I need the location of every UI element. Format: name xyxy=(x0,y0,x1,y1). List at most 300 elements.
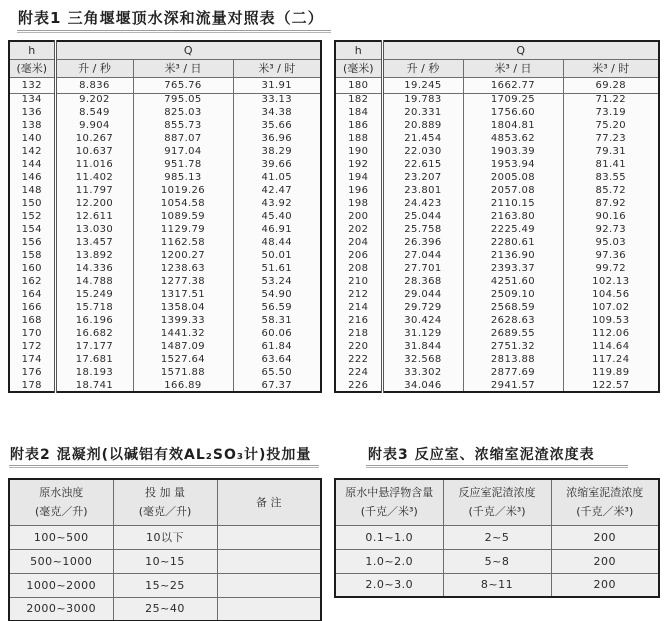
remark-cell xyxy=(217,549,321,573)
table-row xyxy=(335,236,659,249)
flow-m3d-cell: 1662.77 xyxy=(463,77,563,93)
h-cell: 200 xyxy=(335,210,382,223)
flow-ls-cell: 8.549 xyxy=(55,106,133,119)
weir-flow-table-right xyxy=(334,40,660,393)
table-row xyxy=(335,158,659,171)
header-label: 原水中悬浮物含量 xyxy=(345,486,434,500)
flow-ls-cell: 13.892 xyxy=(55,249,133,262)
h-cell: 196 xyxy=(335,184,382,197)
dosing-header-cell xyxy=(113,479,217,525)
flow-m3h-cell: 39.66 xyxy=(233,158,321,171)
table-row xyxy=(9,262,321,275)
weir-left-header xyxy=(9,41,321,77)
flow-m3h-cell: 61.84 xyxy=(233,340,321,353)
flow-ls-cell: 14.788 xyxy=(55,275,133,288)
flow-m3h-cell: 104.56 xyxy=(563,288,659,301)
table-row xyxy=(9,210,321,223)
flow-ls-cell: 31.844 xyxy=(382,340,463,353)
flow-m3d-cell: 1238.63 xyxy=(133,262,233,275)
reaction-chamber-cell: 2~5 xyxy=(443,525,551,549)
flow-ls-cell: 22.615 xyxy=(382,158,463,171)
flow-m3d-cell: 1129.79 xyxy=(133,223,233,236)
table-row xyxy=(9,573,321,597)
flow-m3d-cell: 2005.08 xyxy=(463,171,563,184)
table-row xyxy=(9,366,321,379)
h-cell: 226 xyxy=(335,379,382,392)
turbidity-cell: 500~1000 xyxy=(9,549,113,573)
h-cell: 214 xyxy=(335,301,382,314)
flow-m3h-cell: 97.36 xyxy=(563,249,659,262)
flow-m3d-cell: 1527.64 xyxy=(133,353,233,366)
flow-ls-cell: 20.889 xyxy=(382,119,463,132)
flow-m3h-cell: 75.20 xyxy=(563,119,659,132)
sludge-header-cell xyxy=(551,479,659,525)
h-cell: 178 xyxy=(9,379,55,392)
table-row xyxy=(9,184,321,197)
table-row xyxy=(9,119,321,132)
flow-m3h-cell: 41.05 xyxy=(233,171,321,184)
flow-ls-cell: 29.044 xyxy=(382,288,463,301)
table-row xyxy=(335,197,659,210)
flow-m3h-cell: 122.57 xyxy=(563,379,659,392)
h-header: h xyxy=(335,41,382,59)
flow-m3h-cell: 92.73 xyxy=(563,223,659,236)
h-cell: 220 xyxy=(335,340,382,353)
flow-m3d-cell: 1019.26 xyxy=(133,184,233,197)
flow-ls-cell: 18.193 xyxy=(55,366,133,379)
header-unit: (千克／米³) xyxy=(576,505,634,519)
table-row xyxy=(335,301,659,314)
flow-ls-cell: 9.202 xyxy=(55,93,133,106)
h-cell: 160 xyxy=(9,262,55,275)
flow-m3d-cell: 985.13 xyxy=(133,171,233,184)
flow-ls-cell: 34.046 xyxy=(382,379,463,392)
unit-m3d-header: 米³ / 日 xyxy=(133,59,233,77)
reaction-chamber-cell: 5~8 xyxy=(443,549,551,573)
flow-m3d-cell: 1317.51 xyxy=(133,288,233,301)
h-cell: 182 xyxy=(335,93,382,106)
h-cell: 150 xyxy=(9,197,55,210)
weir-flow-table-left xyxy=(8,40,322,393)
table-row xyxy=(335,366,659,379)
flow-m3h-cell: 102.13 xyxy=(563,275,659,288)
h-cell: 148 xyxy=(9,184,55,197)
flow-m3d-cell: 2163.80 xyxy=(463,210,563,223)
table-row xyxy=(9,288,321,301)
flow-m3h-cell: 36.96 xyxy=(233,132,321,145)
h-cell: 136 xyxy=(9,106,55,119)
table-row xyxy=(9,597,321,621)
h-cell: 188 xyxy=(335,132,382,145)
table-row xyxy=(9,145,321,158)
table-row xyxy=(335,288,659,301)
flow-m3d-cell: 2568.59 xyxy=(463,301,563,314)
flow-ls-cell: 30.424 xyxy=(382,314,463,327)
table1-title: 附表1 三角堰堰顶水深和流量对照表（二） xyxy=(18,9,324,27)
table-row xyxy=(335,210,659,223)
table-row xyxy=(9,77,321,93)
h-cell: 164 xyxy=(9,288,55,301)
flow-ls-cell: 16.682 xyxy=(55,327,133,340)
dosage-cell: 15~25 xyxy=(113,573,217,597)
flow-m3h-cell: 51.61 xyxy=(233,262,321,275)
flow-ls-cell: 17.177 xyxy=(55,340,133,353)
flow-m3d-cell: 2225.49 xyxy=(463,223,563,236)
dosage-cell: 25~40 xyxy=(113,597,217,621)
table-row xyxy=(335,145,659,158)
flow-ls-cell: 11.797 xyxy=(55,184,133,197)
flow-ls-cell: 22.030 xyxy=(382,145,463,158)
table-row xyxy=(9,223,321,236)
h-cell: 202 xyxy=(335,223,382,236)
unit-m3h-header: 米³ / 时 xyxy=(563,59,659,77)
header-label: 浓缩室泥渣浓度 xyxy=(566,486,644,500)
table2-title-underline xyxy=(9,465,319,468)
h-cell: 218 xyxy=(335,327,382,340)
flow-m3d-cell: 4853.62 xyxy=(463,132,563,145)
flow-m3d-cell: 4251.60 xyxy=(463,275,563,288)
dosing-header-cell xyxy=(9,479,113,525)
flow-m3h-cell: 46.91 xyxy=(233,223,321,236)
h-cell: 154 xyxy=(9,223,55,236)
h-cell: 172 xyxy=(9,340,55,353)
h-cell: 140 xyxy=(9,132,55,145)
flow-ls-cell: 23.801 xyxy=(382,184,463,197)
h-cell: 146 xyxy=(9,171,55,184)
flow-m3h-cell: 60.06 xyxy=(233,327,321,340)
flow-m3h-cell: 56.59 xyxy=(233,301,321,314)
table-row xyxy=(9,158,321,171)
h-cell: 138 xyxy=(9,119,55,132)
header-unit: (毫克／升) xyxy=(138,505,192,519)
thickening-chamber-cell: 200 xyxy=(551,549,659,573)
flow-m3d-cell: 855.73 xyxy=(133,119,233,132)
flow-ls-cell: 32.568 xyxy=(382,353,463,366)
flow-m3h-cell: 54.90 xyxy=(233,288,321,301)
h-cell: 192 xyxy=(335,158,382,171)
flow-ls-cell: 33.302 xyxy=(382,366,463,379)
table-row xyxy=(335,93,659,106)
flow-m3h-cell: 112.06 xyxy=(563,327,659,340)
remark-cell xyxy=(217,597,321,621)
table-row xyxy=(9,379,321,392)
flow-m3h-cell: 85.72 xyxy=(563,184,659,197)
unit-ls-header: 升 / 秒 xyxy=(382,59,463,77)
flow-m3h-cell: 79.31 xyxy=(563,145,659,158)
flow-m3h-cell: 87.92 xyxy=(563,197,659,210)
h-cell: 134 xyxy=(9,93,55,106)
flow-m3h-cell: 58.31 xyxy=(233,314,321,327)
flow-m3d-cell: 2877.69 xyxy=(463,366,563,379)
table-row xyxy=(335,379,659,392)
header-label: 备 注 xyxy=(256,495,282,509)
table-row xyxy=(335,262,659,275)
table-row xyxy=(9,353,321,366)
suspended-solids-cell: 1.0~2.0 xyxy=(335,549,443,573)
flow-m3d-cell: 2393.37 xyxy=(463,262,563,275)
flow-m3d-cell: 1162.58 xyxy=(133,236,233,249)
flow-ls-cell: 9.904 xyxy=(55,119,133,132)
flow-m3d-cell: 2280.61 xyxy=(463,236,563,249)
h-cell: 142 xyxy=(9,145,55,158)
table-row xyxy=(335,132,659,145)
header-label: 投 加 量 xyxy=(145,486,185,500)
h-cell: 212 xyxy=(335,288,382,301)
h-cell: 224 xyxy=(335,366,382,379)
flow-m3d-cell: 2751.32 xyxy=(463,340,563,353)
dosage-cell: 10~15 xyxy=(113,549,217,573)
unit-m3h-header: 米³ / 时 xyxy=(233,59,321,77)
q-header: Q xyxy=(55,41,321,59)
flow-ls-cell: 18.741 xyxy=(55,379,133,392)
flow-ls-cell: 24.423 xyxy=(382,197,463,210)
flow-m3h-cell: 65.50 xyxy=(233,366,321,379)
flow-ls-cell: 15.718 xyxy=(55,301,133,314)
flow-m3d-cell: 1399.33 xyxy=(133,314,233,327)
flow-m3h-cell: 33.13 xyxy=(233,93,321,106)
flow-m3d-cell: 1277.38 xyxy=(133,275,233,288)
dosing-header-cell xyxy=(217,479,321,525)
flow-m3h-cell: 42.47 xyxy=(233,184,321,197)
flow-ls-cell: 19.783 xyxy=(382,93,463,106)
table-row xyxy=(9,275,321,288)
flow-m3d-cell: 1953.94 xyxy=(463,158,563,171)
flow-m3h-cell: 99.72 xyxy=(563,262,659,275)
flow-m3h-cell: 114.64 xyxy=(563,340,659,353)
flow-m3h-cell: 81.41 xyxy=(563,158,659,171)
h-cell: 206 xyxy=(335,249,382,262)
h-cell: 194 xyxy=(335,171,382,184)
dosage-cell: 10以下 xyxy=(113,525,217,549)
header-unit: (毫克／升) xyxy=(34,505,88,519)
flow-m3d-cell: 2110.15 xyxy=(463,197,563,210)
flow-ls-cell: 14.336 xyxy=(55,262,133,275)
header-label: 原水浊度 xyxy=(39,486,84,500)
table-row xyxy=(9,301,321,314)
table-row xyxy=(9,236,321,249)
table-row xyxy=(335,327,659,340)
sludge-header-cell xyxy=(335,479,443,525)
flow-ls-cell: 20.331 xyxy=(382,106,463,119)
flow-ls-cell: 29.729 xyxy=(382,301,463,314)
table-row xyxy=(9,327,321,340)
h-cell: 210 xyxy=(335,275,382,288)
flow-m3d-cell: 1441.32 xyxy=(133,327,233,340)
table-row xyxy=(9,249,321,262)
h-cell: 174 xyxy=(9,353,55,366)
table-row xyxy=(335,573,659,597)
turbidity-cell: 100~500 xyxy=(9,525,113,549)
h-cell: 170 xyxy=(9,327,55,340)
flow-m3d-cell: 2689.55 xyxy=(463,327,563,340)
turbidity-cell: 2000~3000 xyxy=(9,597,113,621)
flow-m3h-cell: 31.91 xyxy=(233,77,321,93)
h-cell: 208 xyxy=(335,262,382,275)
flow-m3h-cell: 73.19 xyxy=(563,106,659,119)
turbidity-cell: 1000~2000 xyxy=(9,573,113,597)
unit-ls-header: 升 / 秒 xyxy=(55,59,133,77)
reaction-chamber-cell: 8~11 xyxy=(443,573,551,597)
h-unit-header: (毫米) xyxy=(9,59,55,77)
header-label: 反应室泥渣浓度 xyxy=(458,486,536,500)
table-row xyxy=(335,106,659,119)
flow-ls-cell: 12.611 xyxy=(55,210,133,223)
flow-ls-cell: 11.016 xyxy=(55,158,133,171)
table-row xyxy=(335,77,659,93)
h-cell: 156 xyxy=(9,236,55,249)
flow-m3h-cell: 63.64 xyxy=(233,353,321,366)
coagulant-dosing-table xyxy=(8,478,322,621)
table1-title-underline xyxy=(17,30,331,33)
flow-m3d-cell: 795.05 xyxy=(133,93,233,106)
flow-m3h-cell: 48.44 xyxy=(233,236,321,249)
flow-ls-cell: 27.701 xyxy=(382,262,463,275)
flow-m3h-cell: 35.66 xyxy=(233,119,321,132)
flow-ls-cell: 23.207 xyxy=(382,171,463,184)
table-row xyxy=(9,340,321,353)
flow-m3h-cell: 107.02 xyxy=(563,301,659,314)
table-row xyxy=(335,314,659,327)
flow-m3d-cell: 765.76 xyxy=(133,77,233,93)
flow-m3d-cell: 1804.81 xyxy=(463,119,563,132)
flow-m3h-cell: 90.16 xyxy=(563,210,659,223)
remark-cell xyxy=(217,573,321,597)
table-row xyxy=(335,184,659,197)
table-row xyxy=(335,340,659,353)
flow-m3d-cell: 1709.25 xyxy=(463,93,563,106)
flow-m3h-cell: 53.24 xyxy=(233,275,321,288)
flow-ls-cell: 25.044 xyxy=(382,210,463,223)
header-unit: (千克／米³) xyxy=(360,505,418,519)
flow-ls-cell: 11.402 xyxy=(55,171,133,184)
remark-cell xyxy=(217,525,321,549)
flow-m3d-cell: 2628.63 xyxy=(463,314,563,327)
flow-ls-cell: 10.637 xyxy=(55,145,133,158)
flow-m3d-cell: 2813.88 xyxy=(463,353,563,366)
flow-m3d-cell: 1089.59 xyxy=(133,210,233,223)
thickening-chamber-cell: 200 xyxy=(551,573,659,597)
h-cell: 180 xyxy=(335,77,382,93)
suspended-solids-cell: 0.1~1.0 xyxy=(335,525,443,549)
flow-ls-cell: 19.245 xyxy=(382,77,463,93)
h-cell: 168 xyxy=(9,314,55,327)
flow-m3h-cell: 95.03 xyxy=(563,236,659,249)
flow-m3d-cell: 166.89 xyxy=(133,379,233,392)
flow-m3d-cell: 1200.27 xyxy=(133,249,233,262)
flow-m3h-cell: 77.23 xyxy=(563,132,659,145)
flow-m3d-cell: 917.04 xyxy=(133,145,233,158)
table-row xyxy=(9,171,321,184)
flow-m3h-cell: 50.01 xyxy=(233,249,321,262)
flow-ls-cell: 8.836 xyxy=(55,77,133,93)
table-row xyxy=(9,132,321,145)
sludge-header-cell xyxy=(443,479,551,525)
flow-m3h-cell: 67.37 xyxy=(233,379,321,392)
flow-m3d-cell: 1358.04 xyxy=(133,301,233,314)
flow-m3d-cell: 887.07 xyxy=(133,132,233,145)
table-row xyxy=(9,106,321,119)
table-row xyxy=(335,275,659,288)
flow-m3h-cell: 45.40 xyxy=(233,210,321,223)
table-row xyxy=(335,119,659,132)
h-unit-header: (毫米) xyxy=(335,59,382,77)
h-cell: 162 xyxy=(9,275,55,288)
flow-m3d-cell: 1903.39 xyxy=(463,145,563,158)
flow-ls-cell: 31.129 xyxy=(382,327,463,340)
flow-m3d-cell: 1487.09 xyxy=(133,340,233,353)
h-cell: 176 xyxy=(9,366,55,379)
h-cell: 184 xyxy=(335,106,382,119)
q-header: Q xyxy=(382,41,659,59)
flow-m3d-cell: 2057.08 xyxy=(463,184,563,197)
flow-m3d-cell: 1054.58 xyxy=(133,197,233,210)
sludge-header xyxy=(335,479,659,525)
thickening-chamber-cell: 200 xyxy=(551,525,659,549)
flow-m3h-cell: 69.28 xyxy=(563,77,659,93)
weir-right-header xyxy=(335,41,659,77)
flow-ls-cell: 25.758 xyxy=(382,223,463,236)
table-row xyxy=(335,249,659,262)
flow-ls-cell: 27.044 xyxy=(382,249,463,262)
table-row xyxy=(335,223,659,236)
table2-title: 附表2 混凝剂(以碱铝有效AL₂SO₃计)投加量 xyxy=(10,447,312,463)
flow-m3d-cell: 2941.57 xyxy=(463,379,563,392)
flow-ls-cell: 13.457 xyxy=(55,236,133,249)
table-row xyxy=(9,525,321,549)
flow-m3d-cell: 1571.88 xyxy=(133,366,233,379)
flow-m3h-cell: 117.24 xyxy=(563,353,659,366)
flow-ls-cell: 12.200 xyxy=(55,197,133,210)
flow-ls-cell: 15.249 xyxy=(55,288,133,301)
table-row xyxy=(9,197,321,210)
flow-m3h-cell: 83.55 xyxy=(563,171,659,184)
flow-ls-cell: 10.267 xyxy=(55,132,133,145)
h-cell: 222 xyxy=(335,353,382,366)
h-cell: 190 xyxy=(335,145,382,158)
flow-ls-cell: 16.196 xyxy=(55,314,133,327)
h-cell: 144 xyxy=(9,158,55,171)
unit-m3d-header: 米³ / 日 xyxy=(463,59,563,77)
flow-m3h-cell: 71.22 xyxy=(563,93,659,106)
flow-ls-cell: 13.030 xyxy=(55,223,133,236)
flow-m3h-cell: 38.29 xyxy=(233,145,321,158)
flow-m3d-cell: 825.03 xyxy=(133,106,233,119)
h-cell: 216 xyxy=(335,314,382,327)
table3-title: 附表3 反应室、浓缩室泥渣浓度表 xyxy=(368,447,595,463)
h-header: h xyxy=(9,41,55,59)
flow-ls-cell: 28.368 xyxy=(382,275,463,288)
flow-m3h-cell: 34.38 xyxy=(233,106,321,119)
h-cell: 152 xyxy=(9,210,55,223)
sludge-concentration-table xyxy=(334,478,660,598)
flow-m3h-cell: 119.89 xyxy=(563,366,659,379)
flow-ls-cell: 21.454 xyxy=(382,132,463,145)
table3-title-underline xyxy=(366,465,628,468)
h-cell: 166 xyxy=(9,301,55,314)
header-unit: (千克／米³) xyxy=(468,505,526,519)
flow-m3d-cell: 2136.90 xyxy=(463,249,563,262)
h-cell: 204 xyxy=(335,236,382,249)
table-row xyxy=(9,93,321,106)
suspended-solids-cell: 2.0~3.0 xyxy=(335,573,443,597)
flow-m3h-cell: 43.92 xyxy=(233,197,321,210)
table-row xyxy=(9,549,321,573)
flow-m3d-cell: 951.78 xyxy=(133,158,233,171)
dosing-header xyxy=(9,479,321,525)
h-cell: 186 xyxy=(335,119,382,132)
table-row xyxy=(9,314,321,327)
h-cell: 158 xyxy=(9,249,55,262)
